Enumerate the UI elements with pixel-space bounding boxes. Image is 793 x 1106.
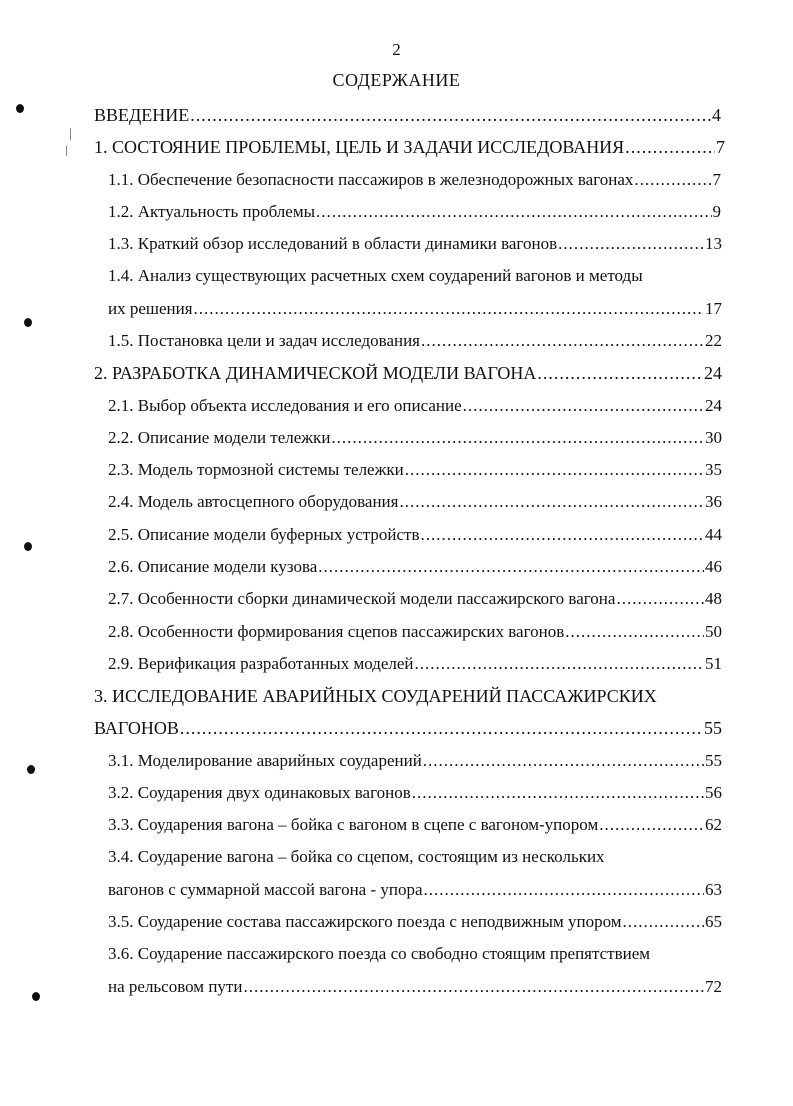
toc-entry-section-3-4-continued[interactable] xyxy=(108,878,722,902)
toc-entry-page: 36 xyxy=(705,492,722,511)
toc-leader-dots xyxy=(463,394,704,418)
scan-smudge xyxy=(70,128,71,140)
toc-entry-label: 3. ИССЛЕДОВАНИЕ АВАРИЙНЫХ СОУДАРЕНИЙ ПАССАЖИРСКИХ xyxy=(94,686,657,706)
toc-leader-dots xyxy=(316,200,711,224)
toc-entry-section-3-4[interactable] xyxy=(108,845,722,869)
toc-entry-label: вагонов с суммарной массой вагона - упора xyxy=(108,880,423,899)
toc-entry-section-2-8[interactable] xyxy=(108,620,722,644)
toc-entry-label: 2.3. Модель тормозной системы тележки xyxy=(108,460,404,479)
toc-entry-page: 7 xyxy=(716,137,725,157)
toc-title: СОДЕРЖАНИЕ xyxy=(332,70,461,90)
toc-entry-section-3-6[interactable] xyxy=(108,942,722,966)
toc-entry-page: 55 xyxy=(704,718,722,738)
toc-entry-page: 51 xyxy=(705,654,722,673)
toc-entry-section-2-6[interactable] xyxy=(108,555,722,579)
toc-entry-label: 2.5. Описание модели буферных устройств xyxy=(108,525,420,544)
toc-entry-page: 65 xyxy=(705,912,722,931)
toc-leader-dots xyxy=(599,813,704,837)
toc-entry-chapter-2[interactable] xyxy=(94,361,722,385)
toc-leader-dots xyxy=(405,458,704,482)
toc-entry-label: их решения xyxy=(108,299,193,318)
toc-leader-dots xyxy=(558,232,704,256)
toc-leader-dots xyxy=(194,297,704,321)
toc-entry-page: 7 xyxy=(712,170,721,189)
toc-leader-dots xyxy=(421,329,704,353)
toc-entry-label: на рельсовом пути xyxy=(108,977,243,996)
toc-entry-page: 72 xyxy=(705,977,722,996)
binder-hole-mark xyxy=(24,542,32,551)
toc-entry-label: 2.9. Верификация разработанных моделей xyxy=(108,654,414,673)
binder-hole-mark xyxy=(27,765,35,774)
toc-entry-label: 1.2. Актуальность проблемы xyxy=(108,202,316,221)
toc-entry-section-2-5[interactable] xyxy=(108,523,722,547)
toc-entry-label: 2.1. Выбор объекта исследования и его описание xyxy=(108,396,462,415)
toc-entry-page: 30 xyxy=(705,428,722,447)
toc-entry-introduction[interactable] xyxy=(94,103,721,127)
toc-entry-section-3-5[interactable] xyxy=(108,910,722,934)
binder-hole-mark xyxy=(32,992,40,1001)
toc-leader-dots xyxy=(565,620,704,644)
toc-entry-label: ВАГОНОВ xyxy=(94,718,179,738)
toc-entry-section-1-1[interactable] xyxy=(108,168,721,192)
scan-smudge xyxy=(66,146,67,156)
toc-entry-section-1-4-continued[interactable] xyxy=(108,297,722,321)
toc-leader-dots xyxy=(537,361,703,385)
toc-entry-label: 2.4. Модель автосцепного оборудования xyxy=(108,492,399,511)
toc-entry-page: 9 xyxy=(712,202,721,221)
toc-entry-section-2-9[interactable] xyxy=(108,652,722,676)
toc-entry-section-1-2[interactable] xyxy=(108,200,721,224)
toc-entry-label: 3.2. Соударения двух одинаковых вагонов xyxy=(108,783,411,802)
toc-entry-chapter-1[interactable] xyxy=(94,135,725,159)
toc-entry-label: 3.5. Соударение состава пассажирского поезда с неподвижным упором xyxy=(108,912,622,931)
toc-entry-label: 2. РАЗРАБОТКА ДИНАМИЧЕСКОЙ МОДЕЛИ ВАГОНА xyxy=(94,363,537,383)
toc-entry-section-1-5[interactable] xyxy=(108,329,722,353)
toc-entry-label: 3.4. Соударение вагона – бойка со сцепом, состоящим из нескольких xyxy=(108,847,605,866)
toc-leader-dots xyxy=(625,135,715,159)
toc-leader-dots xyxy=(412,781,704,805)
toc-entry-label: 2.6. Описание модели кузова xyxy=(108,557,318,576)
toc-entry-page: 56 xyxy=(705,783,722,802)
toc-entry-page: 13 xyxy=(705,234,722,253)
toc-entry-label: 1.4. Анализ существующих расчетных схем соударений вагонов и методы xyxy=(108,266,643,285)
toc-entry-label: 2.8. Особенности формирования сцепов пассажирских вагонов xyxy=(108,622,565,641)
toc-entry-section-3-3[interactable] xyxy=(108,813,722,837)
toc-leader-dots xyxy=(399,490,704,514)
toc-entry-section-2-7[interactable] xyxy=(108,587,722,611)
toc-entry-page: 24 xyxy=(704,363,722,383)
toc-entry-page: 62 xyxy=(705,815,722,834)
toc-entry-label: ВВЕДЕНИЕ xyxy=(94,105,190,125)
toc-entry-page: 17 xyxy=(705,299,722,318)
toc-entry-page: 44 xyxy=(705,525,722,544)
toc-entry-page: 35 xyxy=(705,460,722,479)
toc-entry-page: 55 xyxy=(705,751,722,770)
toc-entry-page: 63 xyxy=(705,880,722,899)
toc-leader-dots xyxy=(318,555,704,579)
toc-entry-section-2-3[interactable] xyxy=(108,458,722,482)
toc-leader-dots xyxy=(634,168,711,192)
toc-entry-page: 22 xyxy=(705,331,722,350)
toc-entry-label: 2.7. Особенности сборки динамической модели пассажирского вагона xyxy=(108,589,616,608)
toc-leader-dots xyxy=(423,749,704,773)
toc-entry-label: 3.3. Соударения вагона – бойка с вагоном в сцепе с вагоном-упором xyxy=(108,815,599,834)
toc-entry-label: 3.6. Соударение пассажирского поезда со свободно стоящим препятствием xyxy=(108,944,651,963)
toc-entry-page: 4 xyxy=(712,105,721,125)
toc-entry-section-1-4[interactable] xyxy=(108,264,722,288)
toc-entry-chapter-3[interactable] xyxy=(94,684,722,708)
toc-entry-label: 3.1. Моделирование аварийных соударений xyxy=(108,751,422,770)
toc-entry-label: 1.3. Краткий обзор исследований в области динамики вагонов xyxy=(108,234,558,253)
toc-entry-section-2-4[interactable] xyxy=(108,490,722,514)
toc-leader-dots xyxy=(180,716,703,740)
toc-entry-label: 1.5. Постановка цели и задач исследования xyxy=(108,331,421,350)
toc-leader-dots xyxy=(415,652,704,676)
page-number: 2 xyxy=(392,40,401,59)
toc-entry-page: 50 xyxy=(705,622,722,641)
toc-leader-dots xyxy=(331,426,704,450)
toc-leader-dots xyxy=(424,878,704,902)
toc-entry-chapter-3-continued[interactable] xyxy=(94,716,722,740)
toc-entry-page: 46 xyxy=(705,557,722,576)
toc-entry-section-2-1[interactable] xyxy=(108,394,722,418)
toc-entry-section-2-2[interactable] xyxy=(108,426,722,450)
toc-entry-page: 24 xyxy=(705,396,722,415)
toc-entry-section-3-6-continued[interactable] xyxy=(108,975,722,999)
toc-leader-dots xyxy=(623,910,704,934)
toc-entry-section-3-2[interactable] xyxy=(108,781,722,805)
toc-entry-section-1-3[interactable] xyxy=(108,232,722,256)
binder-hole-mark xyxy=(16,104,24,113)
toc-entry-label: 1.1. Обеспечение безопасности пассажиров в железнодорожных вагонах xyxy=(108,170,634,189)
toc-leader-dots xyxy=(421,523,705,547)
toc-entry-section-3-1[interactable] xyxy=(108,749,722,773)
binder-hole-mark xyxy=(24,318,32,327)
toc-leader-dots xyxy=(243,975,704,999)
toc-leader-dots xyxy=(190,103,711,127)
toc-leader-dots xyxy=(616,587,704,611)
toc-entry-page: 48 xyxy=(705,589,722,608)
toc-entry-label: 2.2. Описание модели тележки xyxy=(108,428,331,447)
toc-entry-label: 1. СОСТОЯНИЕ ПРОБЛЕМЫ, ЦЕЛЬ И ЗАДАЧИ ИССЛЕДОВАНИЯ xyxy=(94,137,625,157)
